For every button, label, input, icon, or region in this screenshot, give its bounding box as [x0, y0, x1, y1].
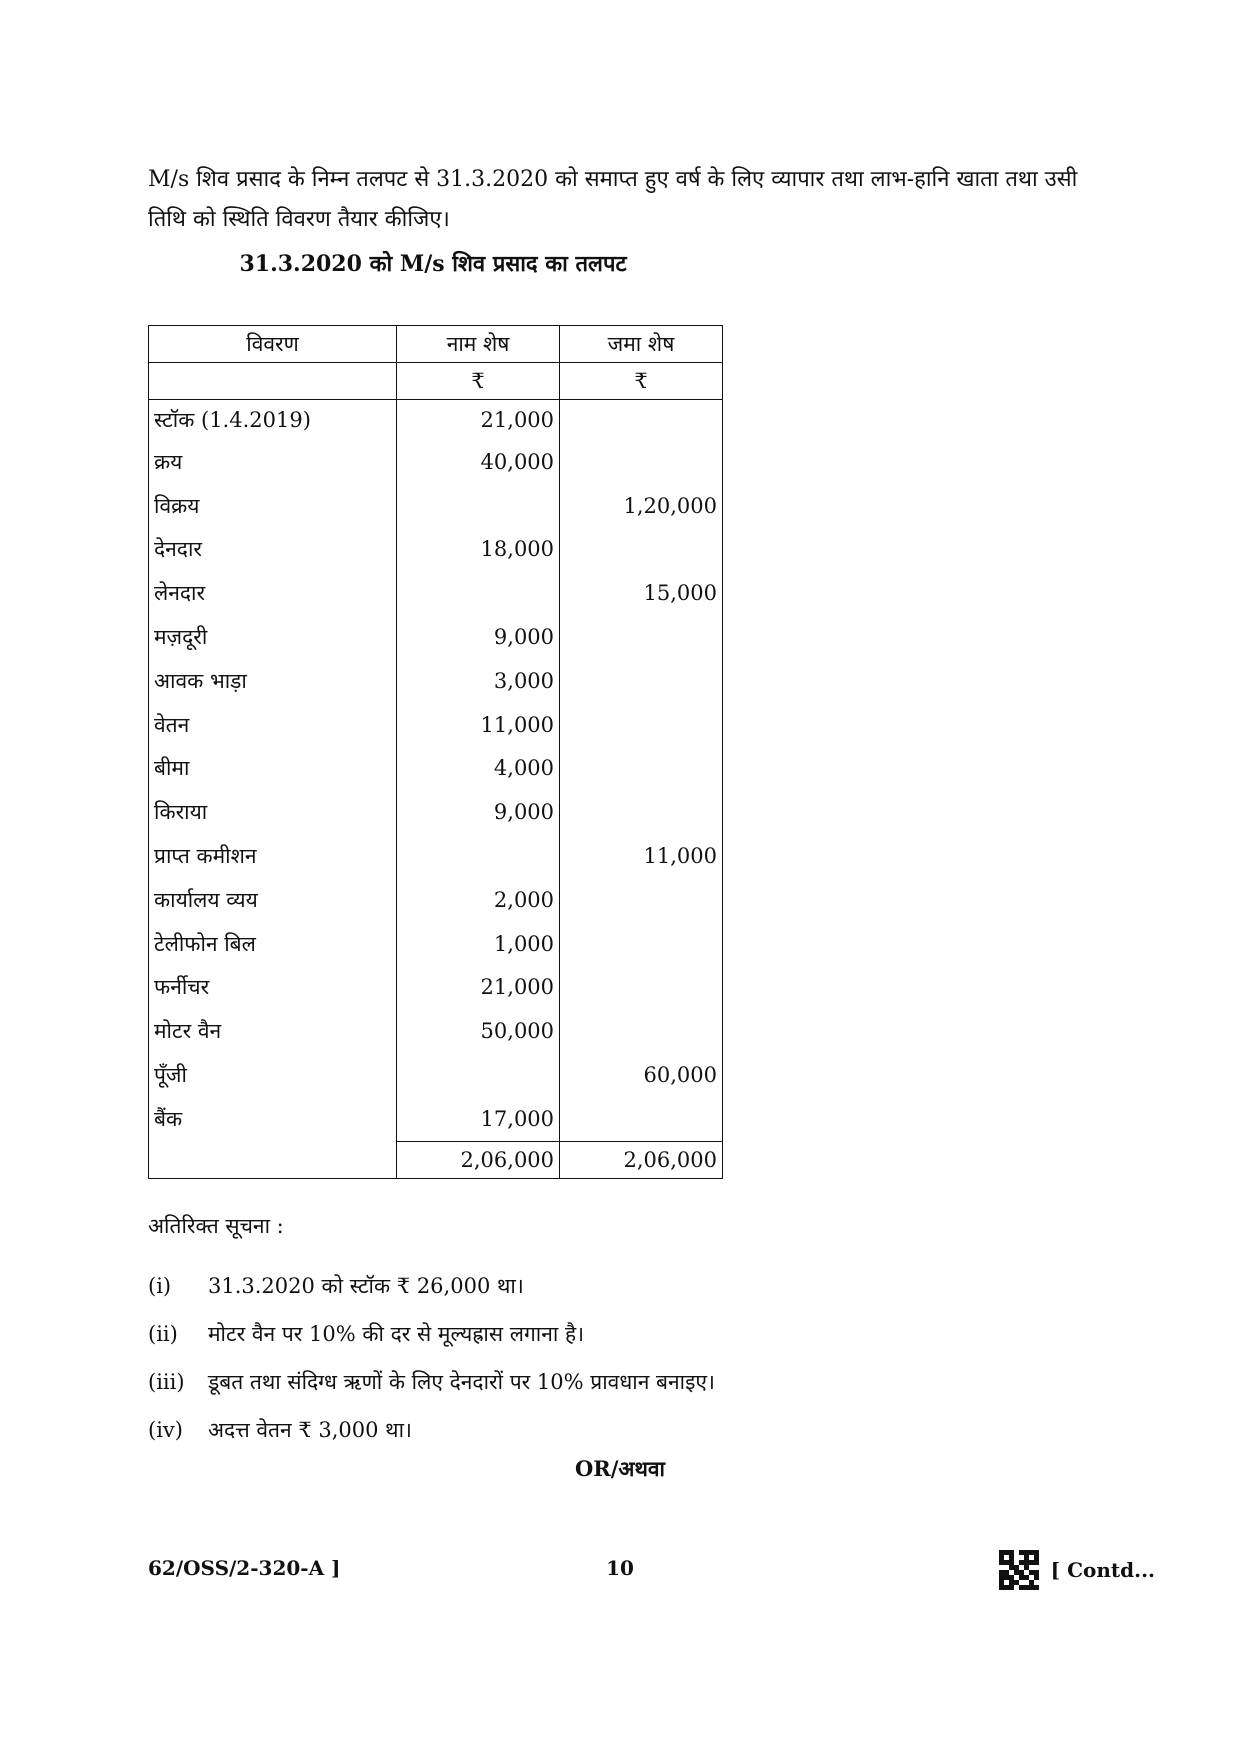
table-header-row: [149, 326, 723, 363]
row-credit: [560, 790, 723, 834]
table-row: [149, 703, 723, 747]
item-text: डूबत तथा संदिग्ध ऋणों के लिए देनदारों पर 10% प्रावधान बनाइए।: [208, 1370, 715, 1394]
row-particular: कार्यालय व्यय: [149, 878, 397, 922]
item-text: 31.3.2020 को स्टॉक ₹ 26,000 था।: [208, 1274, 524, 1298]
list-item: [148, 1406, 1048, 1454]
row-credit: [560, 703, 723, 747]
continued-label: [ Contd...: [1050, 1558, 1155, 1582]
currency-symbol-debit: ₹: [397, 363, 560, 400]
row-credit: [560, 659, 723, 703]
total-credit: 2,06,000: [560, 1141, 723, 1178]
table-row: [149, 790, 723, 834]
row-credit: [560, 615, 723, 659]
row-debit: 4,000: [397, 747, 560, 791]
table-row: [149, 528, 723, 572]
footer-continued: [999, 1550, 1155, 1590]
list-item: [148, 1262, 1048, 1310]
qr-code-icon: [999, 1550, 1039, 1590]
row-debit: [397, 484, 560, 528]
row-credit: [560, 922, 723, 966]
row-particular: मज़दूरी: [149, 615, 397, 659]
header-particulars: विवरण: [149, 326, 397, 363]
row-particular: टेलीफोन बिल: [149, 922, 397, 966]
question-line-1: M/s शिव प्रसाद के निम्न तलपट से 31.3.2020 को समाप्त हुए वर्ष के लिए व्यापार तथा लाभ-हानि खाता तथा उसी: [148, 167, 1078, 192]
row-debit: 9,000: [397, 790, 560, 834]
table-row: [149, 440, 723, 484]
row-debit: 50,000: [397, 1009, 560, 1053]
question-line-2: तिथि को स्थिति विवरण तैयार कीजिए।: [148, 207, 450, 232]
currency-symbol-credit: ₹: [560, 363, 723, 400]
row-debit: 18,000: [397, 528, 560, 572]
row-credit: 1,20,000: [560, 484, 723, 528]
paper-code: 62/OSS/2-320-A ]: [148, 1556, 341, 1580]
row-credit: [560, 400, 723, 441]
list-item: [148, 1358, 1048, 1406]
total-blank: [149, 1141, 397, 1178]
table-row: [149, 747, 723, 791]
additional-info-heading: अतिरिक्त सूचना :: [148, 1214, 284, 1238]
table-currency-row: [149, 363, 723, 400]
row-debit: 11,000: [397, 703, 560, 747]
row-credit: [560, 1009, 723, 1053]
table-row: [149, 400, 723, 441]
row-particular: किराया: [149, 790, 397, 834]
row-particular: लेनदार: [149, 571, 397, 615]
item-number: (ii): [148, 1322, 178, 1346]
table-row: [149, 659, 723, 703]
row-credit: 11,000: [560, 834, 723, 878]
total-debit: 2,06,000: [397, 1141, 560, 1178]
row-particular: फर्नीचर: [149, 966, 397, 1010]
row-debit: 21,000: [397, 966, 560, 1010]
row-particular: प्राप्त कमीशन: [149, 834, 397, 878]
row-debit: 21,000: [397, 400, 560, 441]
table-title: 31.3.2020 को M/s शिव प्रसाद का तलपट: [239, 251, 627, 277]
table-row: [149, 1009, 723, 1053]
row-credit: [560, 747, 723, 791]
row-particular: विक्रय: [149, 484, 397, 528]
row-credit: [560, 440, 723, 484]
table-row: [149, 1097, 723, 1141]
row-debit: 3,000: [397, 659, 560, 703]
row-particular: क्रय: [149, 440, 397, 484]
row-particular: वेतन: [149, 703, 397, 747]
row-particular: पूँजी: [149, 1053, 397, 1097]
table-row: [149, 615, 723, 659]
page-number: 10: [606, 1556, 634, 1580]
row-particular: आवक भाड़ा: [149, 659, 397, 703]
header-debit: नाम शेष: [397, 326, 560, 363]
table-row: [149, 966, 723, 1010]
row-particular: स्टॉक (1.4.2019): [149, 400, 397, 441]
item-number: (i): [148, 1274, 172, 1298]
row-particular: बीमा: [149, 747, 397, 791]
row-debit: 1,000: [397, 922, 560, 966]
row-credit: 15,000: [560, 571, 723, 615]
row-debit: 9,000: [397, 615, 560, 659]
question-text: [148, 160, 1108, 240]
row-credit: 60,000: [560, 1053, 723, 1097]
table-row: [149, 571, 723, 615]
row-debit: [397, 834, 560, 878]
table-row: [149, 878, 723, 922]
or-separator: OR/अथवा: [575, 1456, 665, 1481]
row-particular: देनदार: [149, 528, 397, 572]
currency-blank: [149, 363, 397, 400]
row-credit: [560, 966, 723, 1010]
row-debit: 40,000: [397, 440, 560, 484]
table-row: [149, 484, 723, 528]
table-row: [149, 834, 723, 878]
row-debit: [397, 571, 560, 615]
table-row: [149, 922, 723, 966]
header-credit: जमा शेष: [560, 326, 723, 363]
row-debit: [397, 1053, 560, 1097]
row-particular: बैंक: [149, 1097, 397, 1141]
item-number: (iv): [148, 1418, 183, 1442]
row-credit: [560, 1097, 723, 1141]
item-text: मोटर वैन पर 10% की दर से मूल्यह्रास लगाना है।: [208, 1322, 585, 1346]
list-item: [148, 1310, 1048, 1358]
row-debit: 2,000: [397, 878, 560, 922]
additional-info-list: [148, 1262, 1048, 1454]
row-credit: [560, 878, 723, 922]
item-number: (iii): [148, 1370, 185, 1394]
row-particular: मोटर वैन: [149, 1009, 397, 1053]
table-row: [149, 1053, 723, 1097]
table-total-row: [149, 1141, 723, 1178]
row-credit: [560, 528, 723, 572]
row-debit: 17,000: [397, 1097, 560, 1141]
item-text: अदत्त वेतन ₹ 3,000 था।: [208, 1418, 413, 1442]
trial-balance-table: [148, 325, 723, 1179]
